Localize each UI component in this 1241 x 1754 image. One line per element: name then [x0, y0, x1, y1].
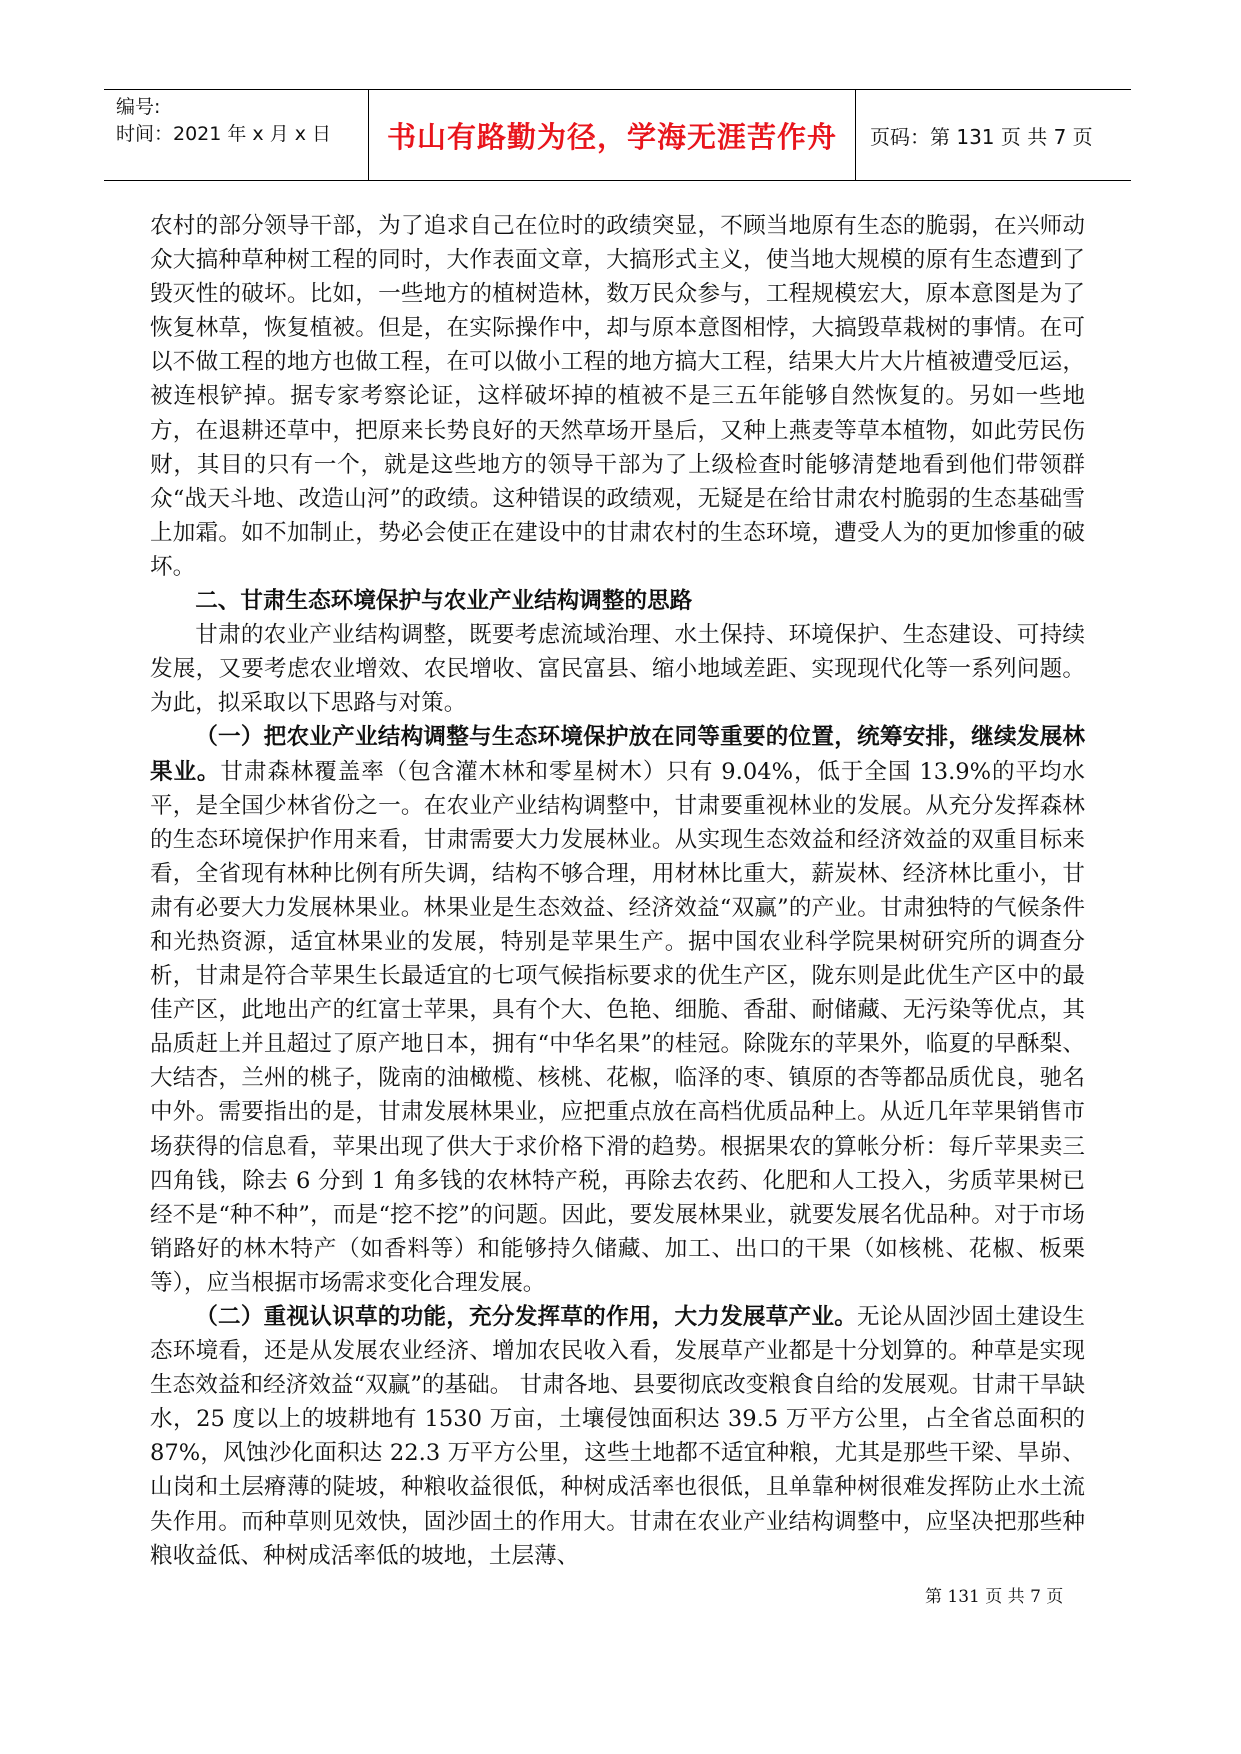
paragraph-4-text: 无论从固沙固土建设生态环境看，还是从发展农业经济、增加农民收入看，发展草产业都是十分划算的。种草是实现生态效益和经济效益“双赢”的基础。 甘肃各地、县要彻底改变粮食自给的发展观。甘肃干旱缺水，25 度以上的坡耕地有 1530 万亩，土壤侵蚀面积达 39.5 万平方公里，占全省总面积的 87%，风蚀沙化面积达 22.3 万平方公里，这些土地都不适宜种粮，尤其是那些干梁、旱峁、山岗和土层瘠薄的陡坡，种粮收益很低，种树成活率也很低，且单靠种树很难发挥防止水土流失作用。而种草则见效快，固沙固土的作用大。甘肃在农业产业结构调整中，应坚决把那些种粮收益低、种树成活率低的坡地，土层薄、 — [150, 1304, 1086, 1569]
subheading-2: （二）重视认识草的功能，充分发挥草的作用，大力发展草产业。 — [195, 1304, 858, 1330]
page-header — [104, 89, 1131, 181]
paragraph-1: 农村的部分领导干部，为了追求自己在位时的政绩突显，不顾当地原有生态的脆弱，在兴师动众大搞种草种树工程的同时，大作表面文章，大搞形式主义，使当地大规模的原有生态遭到了毁灭性的破坏。比如，一些地方的植树造林，数万民众参与，工程规模宏大，原本意图是为了恢复林草，恢复植被。但是，在实际操作中，却与原本意图相悖，大搞毁草栽树的事情。在可以不做工程的地方也做工程，在可以做小工程的地方搞大工程，结果大片大片植被遭受厄运，被连根铲掉。据专家考察论证，这样破坏掉的植被不是三五年能够自然恢复的。另如一些地方，在退耕还草中，把原来长势良好的天然草场开垦后，又种上燕麦等草本植物，如此劳民伤财，其目的只有一个，就是这些地方的领导干部为了上级检查时能够清楚地看到他们带领群众“战天斗地、改造山河”的政绩。这种错误的政绩观，无疑是在给甘肃农村脆弱的生态基础雪上加霜。如不加制止，势必会使正在建设中的甘肃农村的生态环境，遭受人为的更加惨重的破坏。 — [150, 213, 1085, 580]
header-motto: 书山有路勤为径，学海无涯苦作舟 — [369, 90, 856, 180]
header-page-info: 页码：第 131 页 共 7 页 — [870, 124, 1093, 149]
document-body — [150, 209, 1085, 1573]
subheading-1: （一）把农业产业结构调整与生态环境保护放在同等重要的位置，统筹安排，继续发展林果业。 — [150, 724, 1085, 785]
paragraph-3 — [150, 720, 1085, 1300]
paragraph-3-text: 甘肃森林覆盖率（包含灌木林和零星树木）只有 9.04%，低于全国 13.9%的平均水平，是全国少林省份之一。在农业产业结构调整中，甘肃要重视林业的发展。从充分发挥森林的生态环境保护作用来看，甘肃需要大力发展林业。从实现生态效益和经济效益的双重目标来看，全省现有林种比例有所失调，结构不够合理，用材林比重大，薪炭林、经济林比重小，甘肃有必要大力发展林果业。林果业是生态效益、经济效益“双赢”的产业。甘肃独特的气候条件和光热资源，适宜林果业的发展，特别是苹果生产。据中国农业科学院果树研究所的调查分析，甘肃是符合苹果生长最适宜的七项气候指标要求的优生产区，陇东则是此优生产区中的最佳产区，此地出产的红富士苹果，具有个大、色艳、细脆、香甜、耐储藏、无污染等优点，其品质赶上并且超过了原产地日本，拥有“中华名果”的桂冠。除陇东的苹果外，临夏的早酥梨、大结杏，兰州的桃子，陇南的油橄榄、核桃、花椒，临泽的枣、镇原的杏等都品质优良，驰名中外。需要指出的是，甘肃发展林果业，应把重点放在高档优质品种上。从近几年苹果销售市场获得的信息看，苹果出现了供大于求价格下滑的趋势。根据果农的算帐分析：每斤苹果卖三四角钱，除去 6 分到 1 角多钱的农林特产税，再除去农药、化肥和人工投入，劣质苹果树已经不是“种不种”，而是“挖不挖”的问题。因此，要发展林果业，就要发展名优品种。对于市场销路好的林木特产（如香料等）和能够持久储藏、加工、出口的干果（如核桃、花椒、板栗等），应当根据市场需求变化合理发展。 — [150, 758, 1085, 1296]
paragraph-4 — [150, 1300, 1085, 1573]
document-time: 时间：2021 年 x 月 x 日 — [116, 123, 332, 145]
document-number-label: 编号: — [116, 96, 161, 118]
paragraph-2: 甘肃的农业产业结构调整，既要考虑流域治理、水土保持、环境保护、生态建设、可持续发展，又要考虑农业增效、农民增收、富民富县、缩小地域差距、实现现代化等一系列问题。为此，拟采取以下思路与对策。 — [150, 622, 1085, 717]
header-meta — [104, 90, 369, 180]
section-heading-2: 二、甘肃生态环境保护与农业产业结构调整的思路 — [195, 588, 693, 615]
page-footer: 第 131 页 共 7 页 — [925, 1587, 1064, 1607]
